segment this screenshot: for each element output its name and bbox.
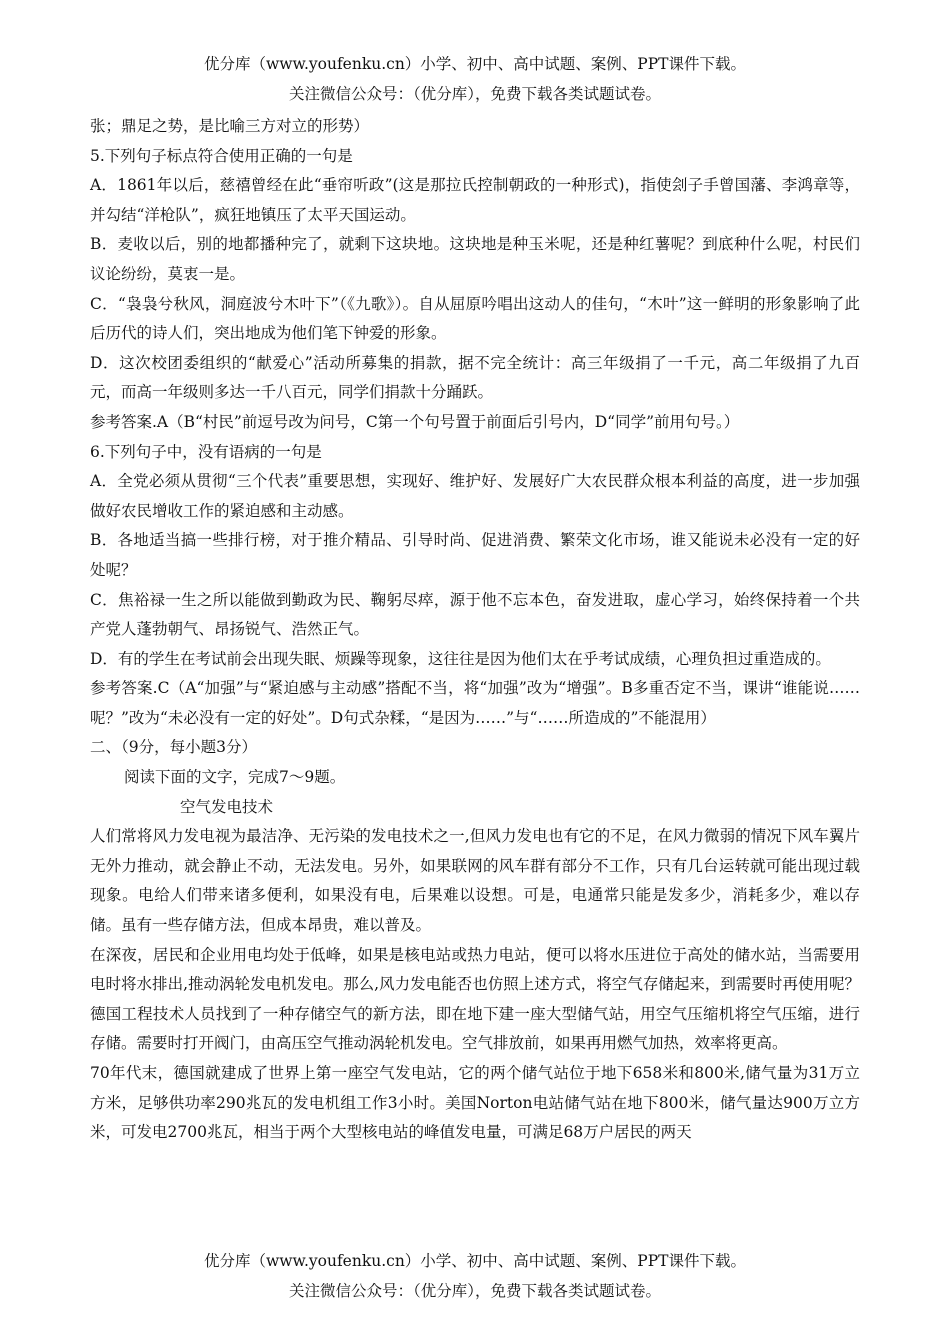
question-6-option-a: A．全党必须从贯彻“三个代表”重要思想，实现好、维护好、发展好广大农民群众根本利益的高度，进一步加强做好农民增收工作的紧迫感和主动感。 [90, 472, 860, 520]
footer-line-2: 关注微信公众号：（优分库），免费下载各类试题试卷。 [288, 1282, 661, 1300]
question-5-answer: 参考答案.A（B“村民”前逗号改为问号，C第一个句号置于前面后引号内，D“同学”前用句号。） [90, 412, 740, 431]
question-5-stem: 5.下列句子标点符合使用正确的一句是 [90, 146, 353, 165]
question-5-option-c: C．“袅袅兮秋风，洞庭波兮木叶下”（《九歌》）。自从屈原吟唱出这动人的佳句，“木叶”这一鲜明的形象影响了此后历代的诗人们，突出地成为他们笔下钟爱的形象。 [90, 294, 860, 343]
article-paragraph: 在深夜，居民和企业用电均处于低峰，如果是核电站或热力电站，便可以将水压进位于高处的储水站，当需要用电时将水排出,推动涡轮发电机发电。那么,风力发电能否也仿照上述方式，将空气存储起来，到需要时再使用呢？德国工程技术人员找到了一种存储空气的新方法，即在地下建一座大型储气站，用空气压缩机将空气压缩，进行存储。需要时打开阀门，由高压空气推动涡轮机发电。空气排放前，如果再用燃气加热，效率将更高。 [90, 945, 860, 1053]
footer-line-1: 优分库（www.youfenku.cn）小学、初中、高中试题、案例、PPT课件下载。 [203, 1252, 747, 1270]
article-paragraph: 70年代末，德国就建成了世界上第一座空气发电站，它的两个储气站位于地下658米和800米,储气量为31万立方米，足够供功率290兆瓦的发电机组工作3小时。美国Norton电站储气站在地下800米，储气量达900万立方米，可发电2700兆瓦，相当于两个大型核电站的峰值发电量，可满足68万户居民的两天 [90, 1064, 860, 1142]
article-title: 空气发电技术 [180, 797, 274, 816]
question-6-option-c: C．焦裕禄一生之所以能做到勤政为民、鞠躬尽瘁，源于他不忘本色，奋发进取，虚心学习，始终保持着一个共产党人蓬勃朝气、昂扬锐气、浩然正气。 [90, 590, 860, 639]
article-paragraph: 人们常将风力发电视为最洁净、无污染的发电技术之一,但风力发电也有它的不足，在风力微弱的情况下风车翼片无外力推动，就会静止不动，无法发电。另外，如果联网的风车群有部分不工作，只有几台运转就可能出现过载现象。电给人们带来诸多便利，如果没有电，后果难以设想。可是，电通常只能是发多少，消耗多少，难以存储。虽有一些存储方法，但成本昂贵，难以普及。 [90, 827, 860, 935]
question-6-stem: 6.下列句子中，没有语病的一句是 [90, 442, 322, 461]
question-6-option-b: B．各地适当搞一些排行榜，对于推介精品、引导时尚、促进消费、繁荣文化市场，谁又能说未必没有一定的好处呢？ [90, 531, 860, 579]
question-6-answer: 参考答案.C（A“加强”与“紧迫感与主动感”搭配不当，将“加强”改为“增强”。B多重否定不当，课讲“谁能说……呢？”改为“未必没有一定的好处”。D句式杂糅，“是因为……”与“……所造成的”不能混用） [90, 679, 860, 727]
question-6-option-d: D．有的学生在考试前会出现失眠、烦躁等现象，这往往是因为他们太在乎考试成绩，心理负担过重造成的。 [90, 649, 831, 668]
header-line-2: 关注微信公众号：（优分库），免费下载各类试题试卷。 [288, 85, 661, 103]
document-body [90, 112, 860, 1148]
header-line-1: 优分库（www.youfenku.cn）小学、初中、高中试题、案例、PPT课件下载。 [203, 55, 747, 73]
question-5-option-b: B．麦收以后，别的地都播种完了，就剩下这块地。这块地是种玉米呢，还是种红薯呢？到底种什么呢，村民们议论纷纷，莫衷一是。 [90, 235, 860, 283]
question-5-option-d: D．这次校团委组织的“献爱心”活动所募集的捐款，据不完全统计：高三年级捐了一千元，高二年级捐了九百元，而高一年级则多达一千八百元，同学们捐款十分踊跃。 [90, 353, 860, 402]
reading-instruction: 阅读下面的文字，完成7～9题。 [124, 768, 346, 787]
paragraph: 张；鼎足之势，是比喻三方对立的形势） [90, 117, 370, 135]
question-5-option-a: A．1861年以后，慈禧曾经在此“垂帘听政”(这是那拉氏控制朝政的一种形式)，指使刽子手曾国藩、李鸿章等，并勾结“洋枪队”，疯狂地镇压了太平天国运动。 [90, 176, 860, 224]
section-heading: 二、（9分，每小题3分） [90, 738, 257, 757]
